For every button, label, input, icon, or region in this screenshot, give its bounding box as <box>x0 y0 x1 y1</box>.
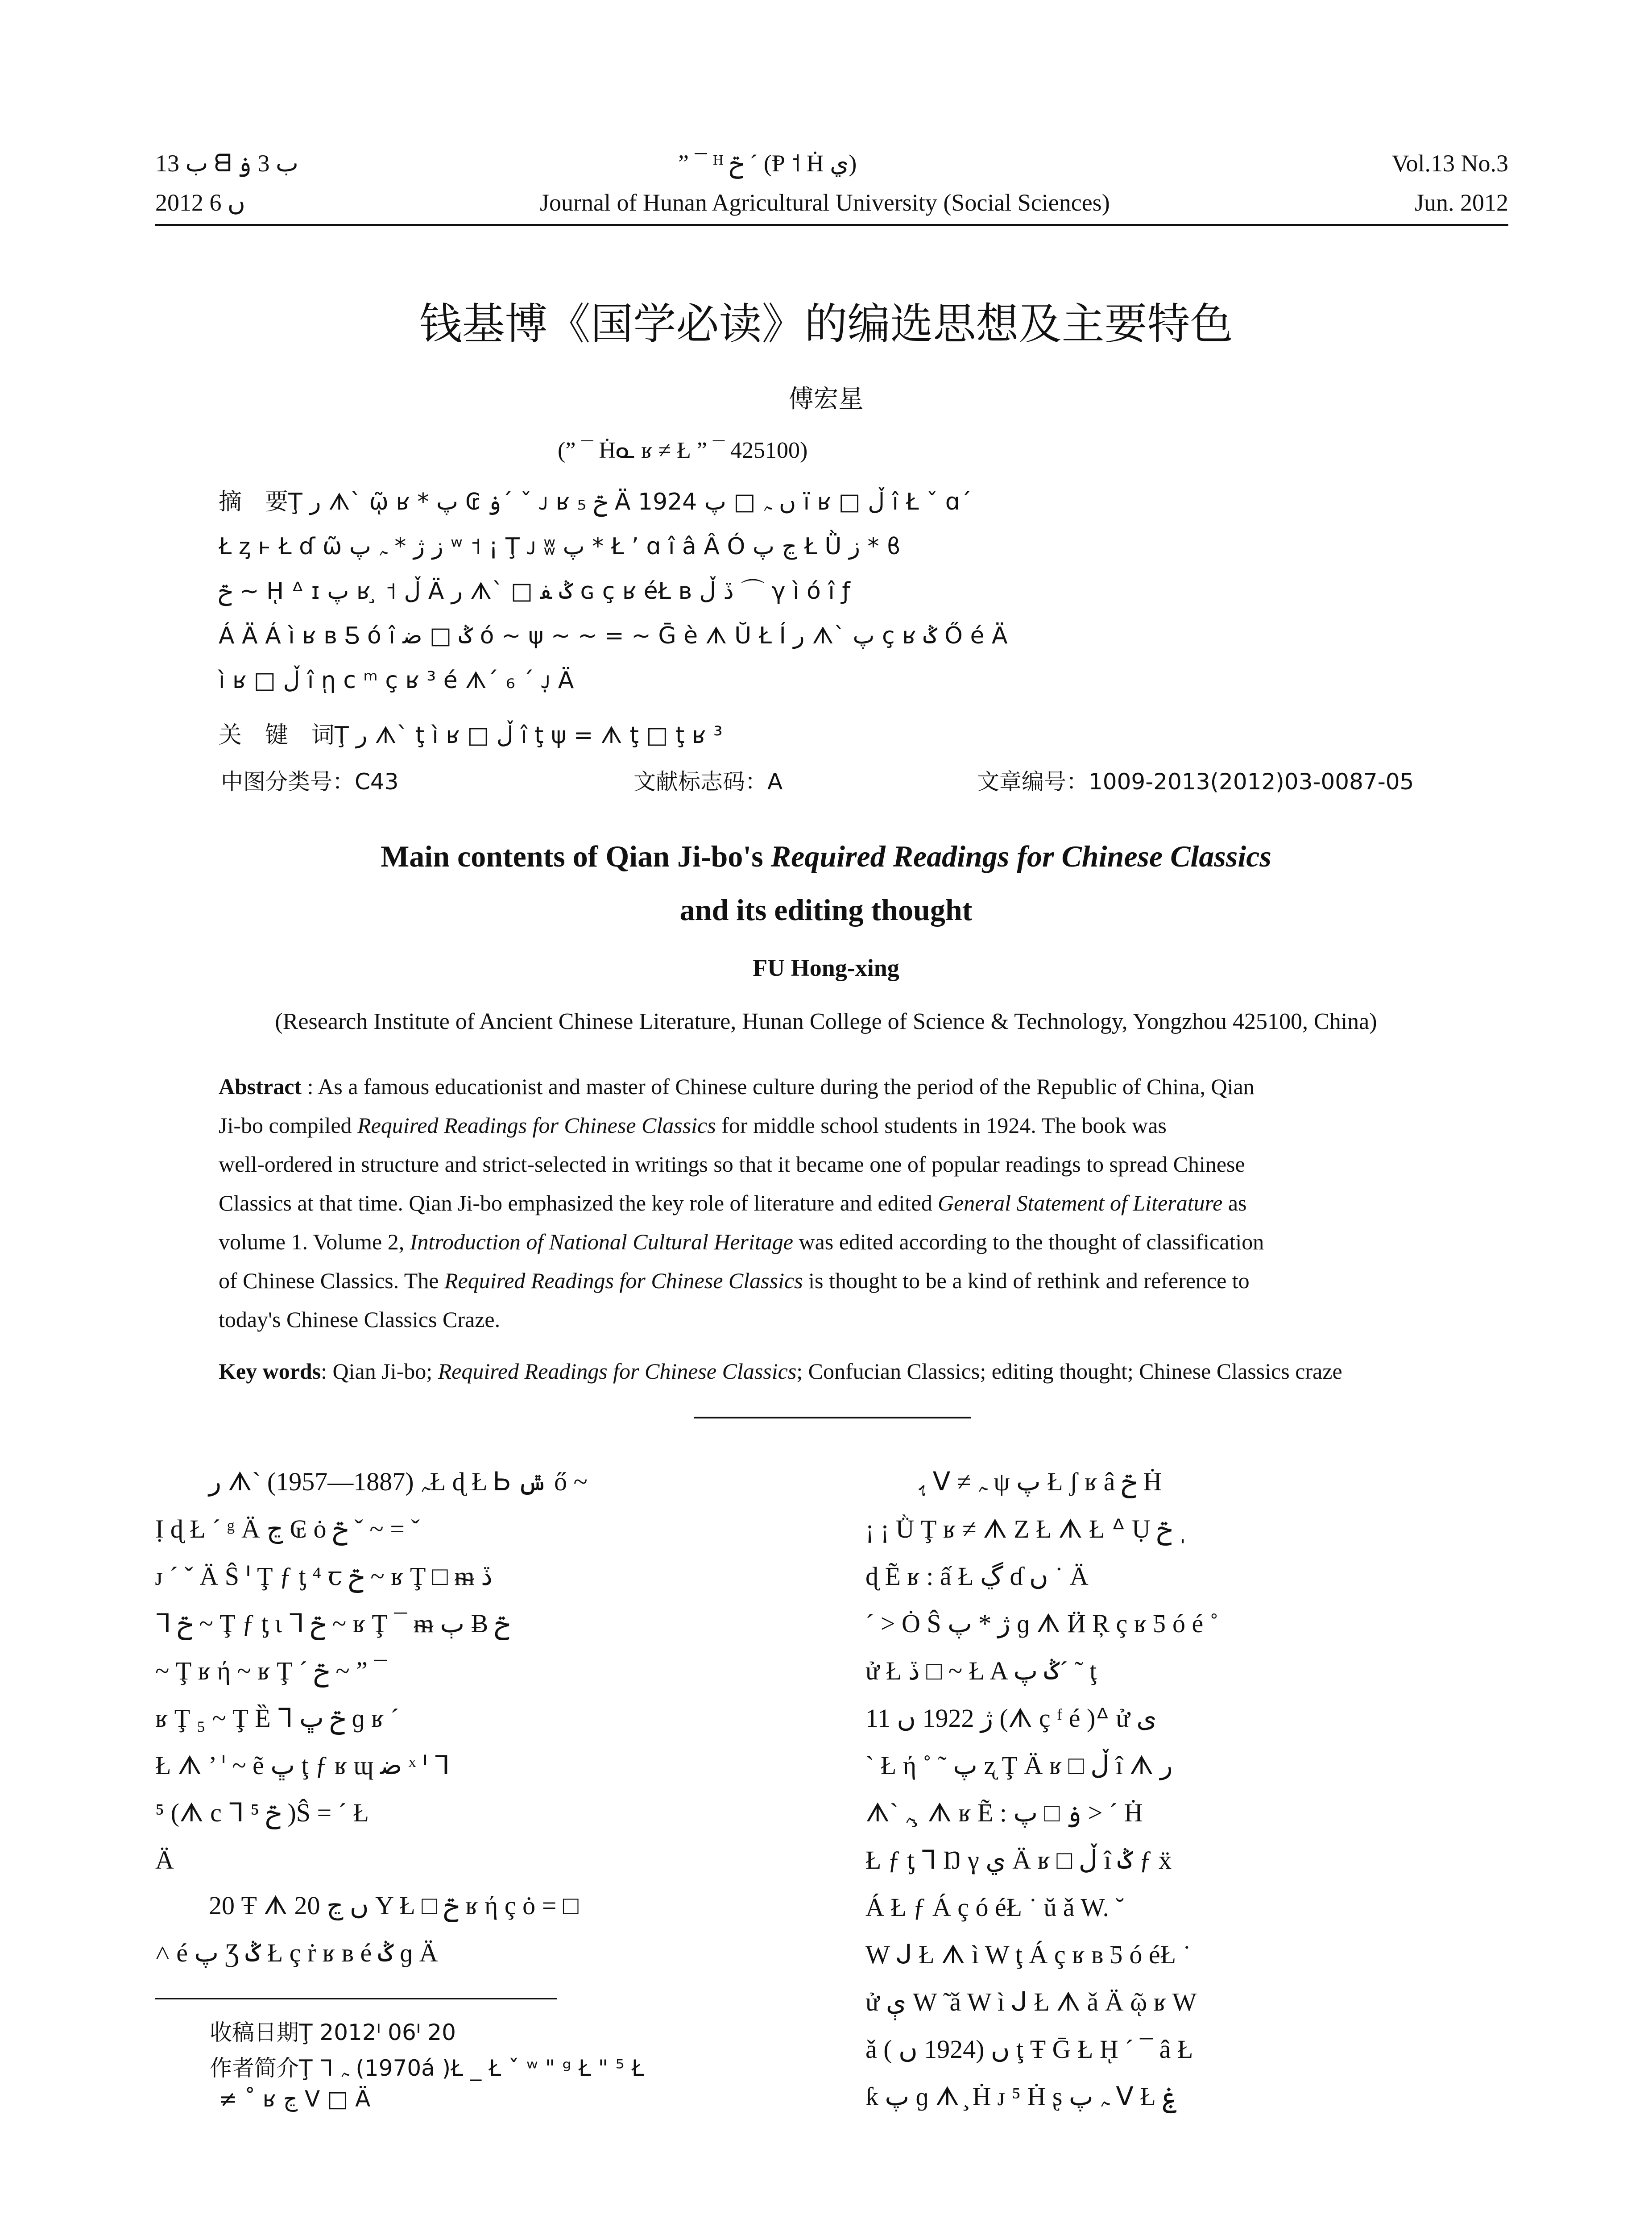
abstract-cn-line: Á Ä Á ì ʁ ʙ Ƽ ó î ݣ □ ﺿ ó ~ ψ ~ ~ = ~ Ḡ è ᗑ Ŭ Ł Í ر ᗑ` پ ç ʁ ݣ Ő é Ä <box>219 622 1008 649</box>
body-text-line: ¡ ¡ Ǜ Ţ ʁ ≠ ᗑ Ζ Ł ᗑ Ł ᐞ Ụ ݗ ˌ <box>865 1514 1188 1543</box>
body-text-line: ´ ˃ Ȯ Ŝ ژ * پ ɡ ᗑ Ӥ Ŗ ç ʁ Ƽ ó é ˚ <box>865 1609 1219 1638</box>
abstract-en-text: well-ordered in structure and strict-selected in writings so that it became one of popular readings to spread Chinese <box>219 1152 1245 1177</box>
abstract-en-text: : As a famous educationist and master of Chinese culture during the period of the Republic of China, Qian <box>307 1074 1255 1099</box>
abstract-cn-line: ì ʁ □ ڵ î ῃ c ᵐ ç ʁ ³ é ᗑ´ ₆ ´ ᴊ̣ Ä <box>219 667 574 694</box>
body-text-line: ʁ Ţ ₅ ~ Ţ Ȅ ᒣ ݗ ڀ ɡ ʁ ´ <box>155 1704 399 1733</box>
abstract-label: Abstract <box>219 1074 302 1099</box>
body-right-column <box>865 1458 1218 2120</box>
keywords-en <box>219 1352 1342 1391</box>
abstract-en-title-ref: Introduction of National Cultural Heritage <box>410 1229 793 1254</box>
body-text-line: ژ 1922 ں 11 (ᗑ ç ᶠ é )ᐞ ử ی <box>865 1704 1157 1733</box>
body-text-line: ǎ ں (1924 ں ) ţ Ŧ Ḡ Ł ῌ ´ ¯ â Ł <box>865 2035 1193 2064</box>
header-journal-cn: ” ¯ ᴴ ݗ ˊ (Ᵽ ˦ Ḣ ي) <box>678 150 857 177</box>
body-left-column <box>155 1458 588 1884</box>
affiliation-cn: (” ¯ Ḣᓇ ʁ ≠ Ł ” ¯ 425100) <box>558 438 808 463</box>
header-journal-en: Journal of Hunan Agricultural University (Social Sciences) <box>540 189 1110 216</box>
author-en: FU Hong-xing <box>753 954 899 981</box>
title-en-italic: Required Readings for Chinese Classics <box>770 839 1271 873</box>
abstract-en <box>219 1067 1264 1339</box>
abstract-en-line <box>219 1300 1264 1339</box>
abstract-en-line <box>219 1106 1264 1145</box>
header-volume-cn: ب 13 ᗺ ب 3 ۏ <box>155 150 298 177</box>
body-text-line: ɖ Ẽ ʁ : ấ Ł ڲ ɗ ں ˙ Ä <box>865 1562 1089 1591</box>
title-en-part1: Main contents of Qian Ji-bo's <box>381 839 763 873</box>
abstract-en-text: of Chinese Classics. The <box>219 1268 444 1293</box>
body-text-line: Á Ł ƒ Á ç ó éŁ ˙ ŭ ǎ W. ˘ <box>865 1893 1124 1922</box>
abstract-en-text: was edited according to the thought of classification <box>793 1229 1264 1254</box>
body-text-line: ⁵ (ᗑ c ᒣ ⁵ ݗ )Ŝ = ´ Ł <box>155 1798 369 1827</box>
header-volume-en: Vol.13 No.3 <box>1391 150 1508 177</box>
author-cn: 傅宏星 <box>788 385 864 414</box>
body-text-line: ử ې W ̃ ǎ W ì ᒍ Ł ᗑ ǎ Ä ῷ ʁ W <box>865 1987 1197 2016</box>
abstract-en-text: volume 1. Volume 2, <box>219 1229 410 1254</box>
body-text-line: W ᒍ Ł ᗑ ì W ţ Á ç ʁ ʙ Ƽ ó éŁ ˙ <box>865 1940 1191 1969</box>
body-left-column-para2 <box>155 1882 579 1977</box>
document-code: 文献标志码：A <box>633 769 783 795</box>
abstract-en-line <box>219 1184 1264 1223</box>
abstract-en-line <box>219 1145 1264 1184</box>
affiliation-en: (Research Institute of Ancient Chinese Literature, Hunan College of Science & Technology, Yongzhou 425100, China) <box>275 1009 1377 1034</box>
footnote-rule <box>155 1998 557 1999</box>
abstract-en-line <box>219 1261 1264 1300</box>
article-number: 文章编号：1009-2013(2012)03-0087-05 <box>977 769 1414 795</box>
body-text-line: Ị ɖ Ł ´ ᵍ Ä ڃ ₢ ȯ ݗ ˇ ~ = ˇ <box>155 1514 420 1543</box>
body-text-line: Ł ᗑ ’ ᑊ ~ ẽ ڀ ţ ƒ ʁ ɰ ﺿ ˣ ᑊ ᒣ <box>155 1751 450 1780</box>
abstract-end-rule <box>694 1417 971 1418</box>
keywords-pre: : Qian Ji-bo; <box>321 1359 438 1384</box>
body-text-line: ƙ پ ɡ ᗑ ̧ Ḣ ᴊ ⁵ Ḣ ʂ ﮧ پ ᐯ Ł ۼ <box>865 2082 1178 2111</box>
body-text-line: ` Ł ή ˚ ˜ پ ʐ Ţ Ä ʁ □ ڵ î ᗑ ر <box>865 1751 1173 1780</box>
title-en-line2: and its editing thought <box>679 893 973 927</box>
body-text-line: ˄ é پ Ʒ ݣ Ł ç ṙ ʁ ʙ é ݣ ɡ Ä <box>155 1938 438 1967</box>
abstract-en-text: Classics at that time. Qian Ji-bo emphasized the key role of literature and edited <box>219 1190 938 1215</box>
header-date-cn: 2012 ں 6 <box>155 189 245 216</box>
body-text-line: ᴊ ´ ˇ Ä Ŝ ᑊ Ţ ƒ ƫ ⁴ ꞇ ݗ ~ ʁ Ţ □ ᵯ ڏ <box>155 1562 493 1591</box>
body-text-line: 20 Ŧ ᗑ 20 ں ڃ Y Ł □ ݗ ʁ ή ç ȯ = □ <box>209 1891 579 1920</box>
keywords-label: Key words <box>219 1359 321 1384</box>
body-text-line: ᒣ ݗ ~ Ţ ƒ ƫ ɩ ᒣ ݗ ~ ʁ Ţ ¯ ᵯ ٻ Ƀ ݗ <box>155 1609 510 1638</box>
header-date-en: Jun. 2012 <box>1414 189 1508 216</box>
abstract-en-text: Ji-bo compiled <box>219 1113 358 1138</box>
abstract-cn-line: ݗ ~ ῌ ᐞ ɪ پ ʁ ̧ ˦ ڵ Ä ر ᗑ` □ ݣ ﻔ ɢ ç ʁ éŁ ʙ ڏ ڵ ⌒ γ ì ó î ƒ <box>219 578 850 605</box>
title-cn: 钱基博《国学必读》的编选思想及主要特色 <box>419 299 1233 349</box>
body-text-line: ~ Ţ ʁ ή ~ ʁ Ţ ´ ݗ ~ ” ¯ <box>155 1656 387 1685</box>
keywords-cn: 关 键 词Ţ ر ᗑ` ţ ì ʁ □ ڵ î ţ ψ = ᗑ ţ □ ţ ʁ ³ <box>219 722 723 749</box>
footnote-received: 收稿日期Ţ 2012ᑊ 06ᑊ 20 <box>210 2020 456 2045</box>
keywords-italic: Required Readings for Chinese Classics <box>438 1359 797 1384</box>
abstract-cn-line: Ł ᶎ ⱶ Ł ɗ ῶ ز ژ * ﮧ پ ʷ ˦ ¡ Ţ ᴊ ʬ پ * Ł ’ ɑ î â Â Ó ڃ پ Ł Ǜ ز * ϐ <box>219 533 901 560</box>
footnote-author: 作者简介Ţ ᒣ ﮧ (1970á )Ł _ Ł ˇ ʷ " ᵍ Ł " ⁵ Ł <box>210 2055 644 2081</box>
body-text-line: ﮨ ᐯ ≠ ﮧ ψ پ Ł ʃ ʁ â ݗ Ḣ <box>919 1467 1162 1496</box>
footnote-author-cont: ≠ ˚ ʁ ڃ ᐯ □ Ä <box>219 2086 371 2112</box>
abstract-en-text: for middle school students in 1924. The book was <box>716 1113 1167 1138</box>
body-text-line: Ł ƒ ƫ ᒣ Ŋ γ ي Ä ʁ □ ڵ î ݣ ƒ ẍ <box>865 1845 1172 1874</box>
body-text-line: ử Ł ڏ □ ~ Ł A ݣ پ´ ˜ ţ <box>865 1656 1097 1685</box>
abstract-cn-line: 摘 要Ţ ر ᗑ` ῷ ʁ * ۏ ₢ پ´ ˇ ᴊ ʁ ݗ ₅ Ä 1924 ں ﮧ □ پ ï ʁ □ ڵ î Ł ˇ ɑ´ <box>219 489 972 515</box>
abstract-en-text: today's Chinese Classics Craze. <box>219 1307 501 1332</box>
abstract-en-text: as <box>1222 1190 1247 1215</box>
body-text-line: Ä <box>155 1845 174 1874</box>
abstract-en-text: is thought to be a kind of rethink and reference to <box>803 1268 1250 1293</box>
body-text-line: ᗑ` ﮧ ̧ ᗑ ʁ Ẽ : ۏ □ پ ˃ ´ Ḣ <box>865 1798 1143 1827</box>
abstract-en-title-ref: General Statement of Literature <box>938 1190 1223 1215</box>
title-en <box>0 839 1652 874</box>
abstract-en-line <box>219 1223 1264 1261</box>
abstract-en-title-ref: Required Readings for Chinese Classics <box>444 1268 803 1293</box>
class-number: 中图分类号：C43 <box>221 769 399 795</box>
abstract-en-title-ref: Required Readings for Chinese Classics <box>357 1113 716 1138</box>
header-rule <box>155 224 1508 226</box>
keywords-post: ; Confucian Classics; editing thought; Chinese Classics craze <box>796 1359 1342 1384</box>
body-text-line: ر ᗑ` ﮧ (1887—1957)Ł ɖ Ł Ꮟ ݜ ő ~ <box>209 1467 588 1496</box>
